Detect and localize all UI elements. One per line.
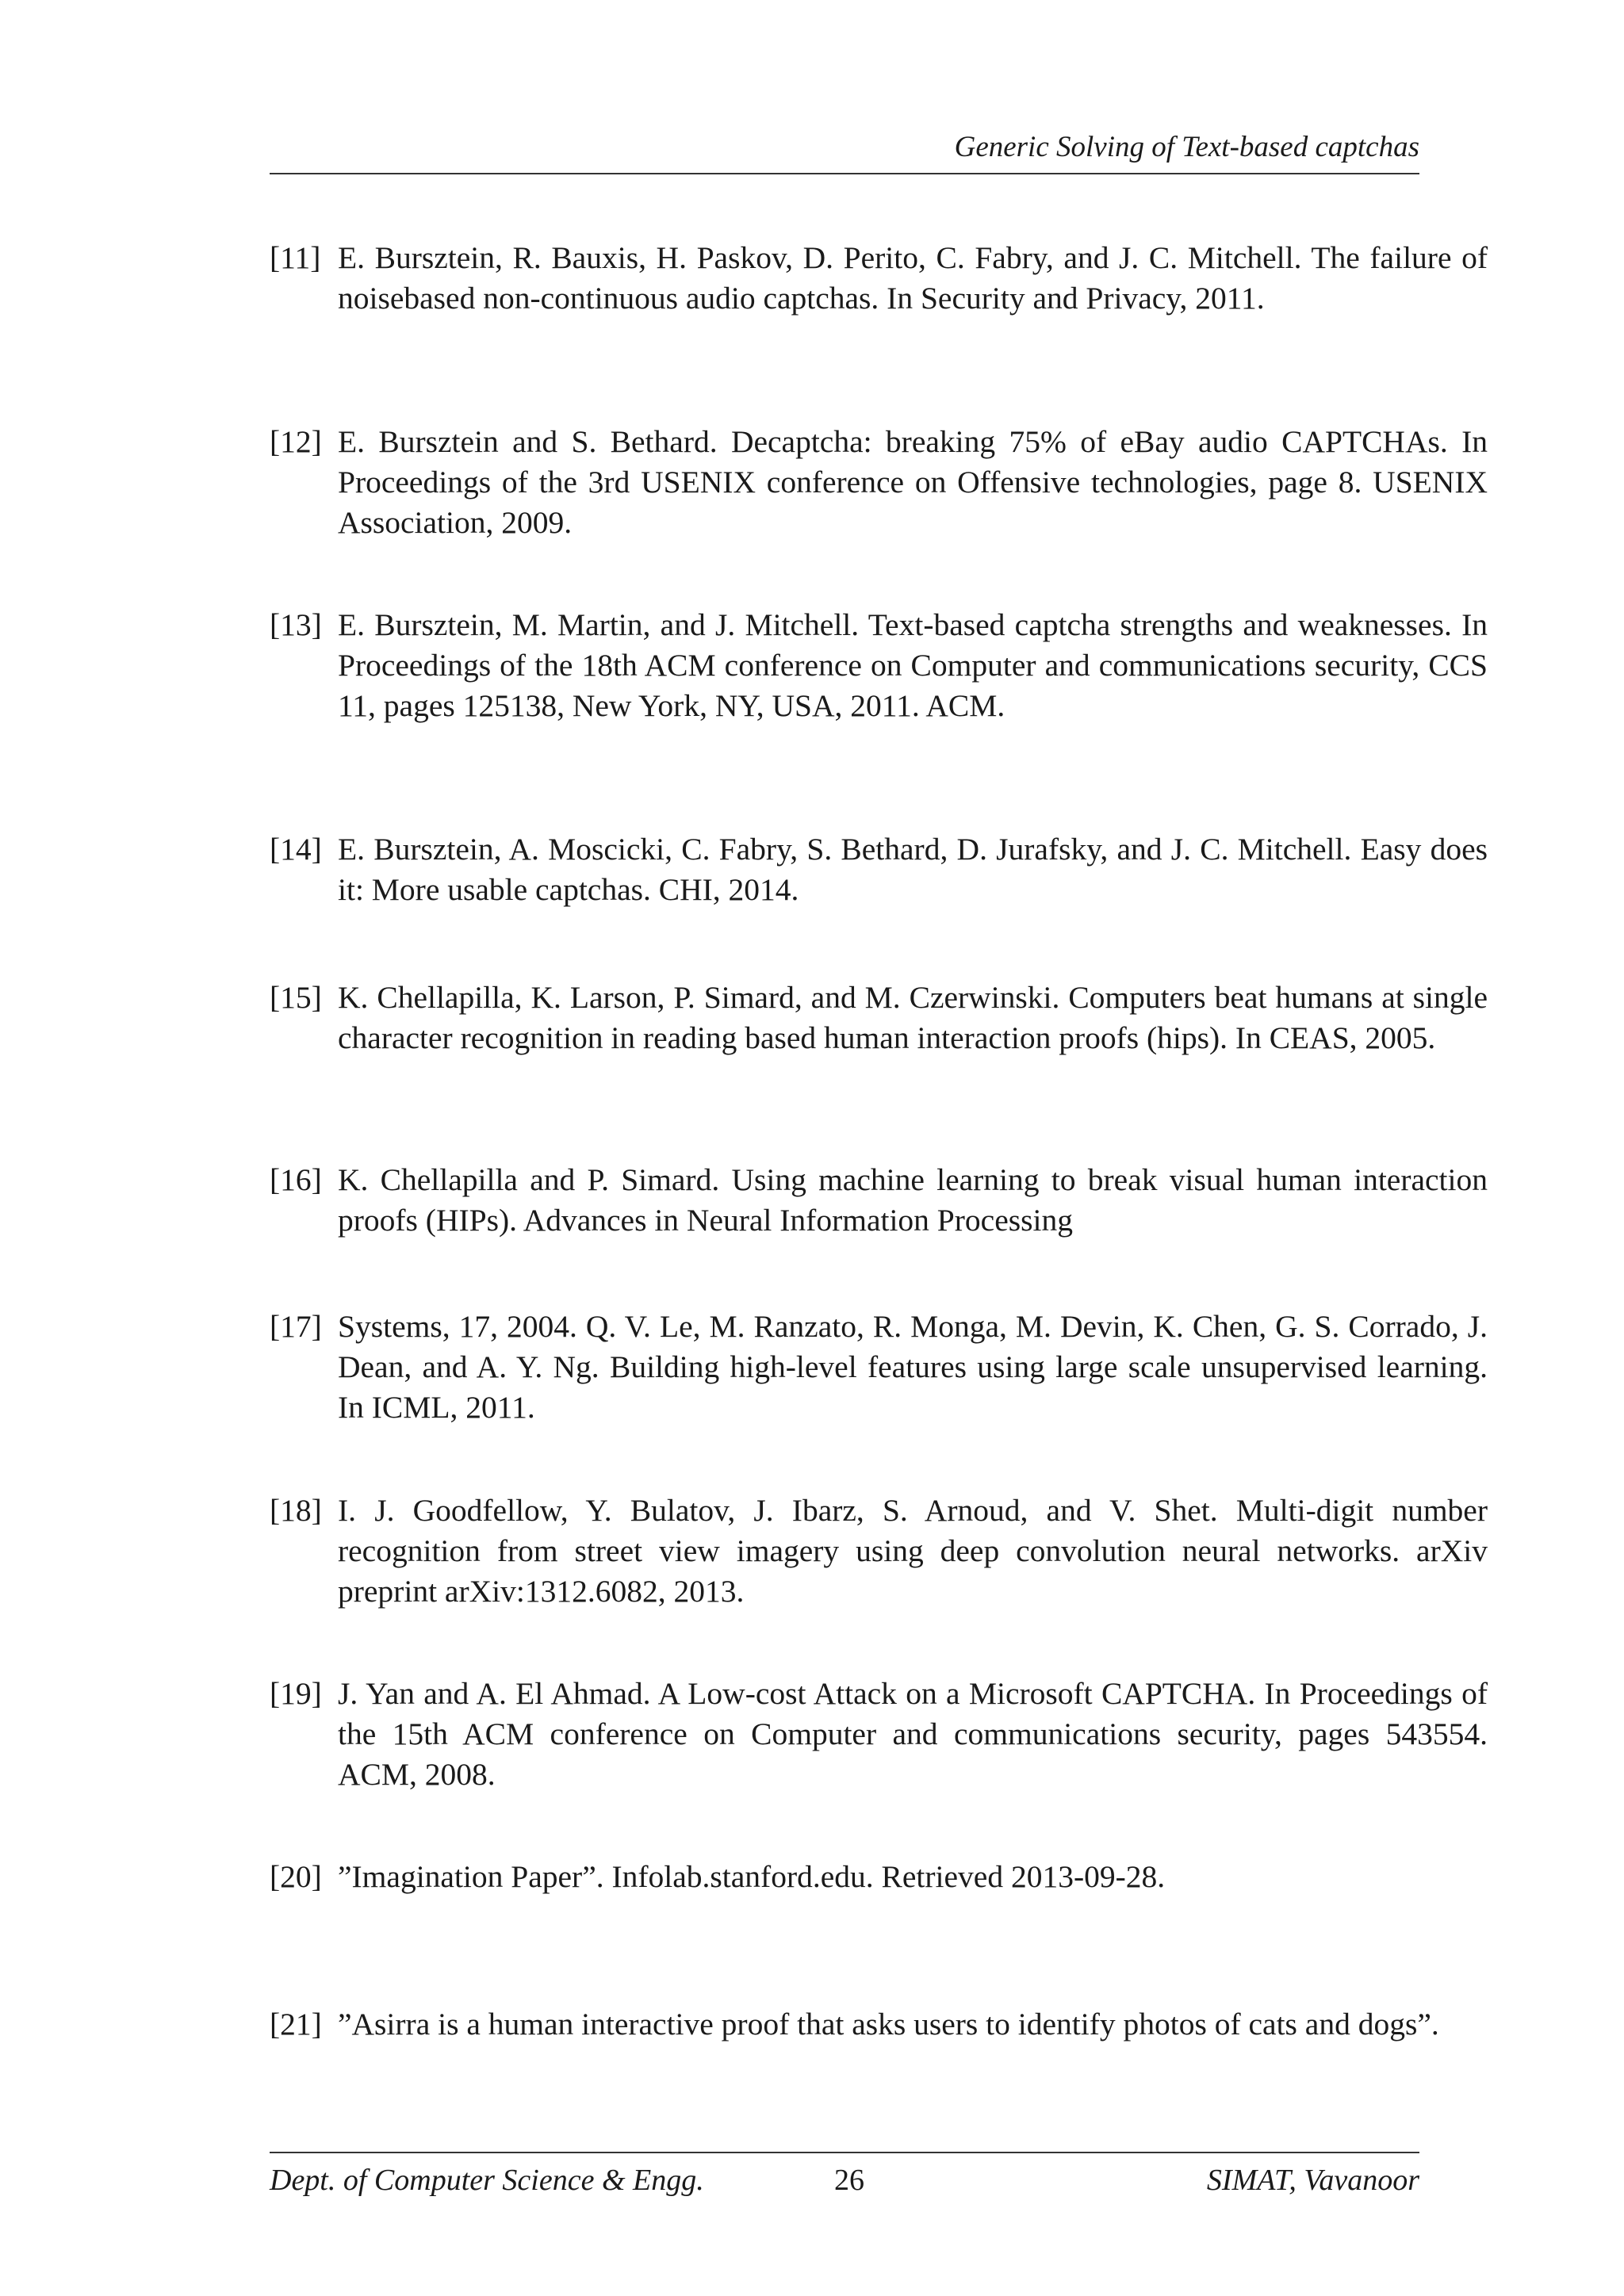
reference-text: ”Imagination Paper”. Infolab.stanford.edu. Retrieved 2013-09-28. <box>338 1859 1166 1894</box>
running-title: Generic Solving of Text-based captchas <box>954 131 1419 163</box>
reference-text: J. Yan and A. El Ahmad. A Low-cost Attack on a Microsoft CAPTCHA. In Proceedings of the 15th ACM conference on Computer and communications security, pages 543554. ACM, 2008. <box>338 1676 1488 1792</box>
reference-text: E. Bursztein, M. Martin, and J. Mitchell. Text-based captcha strengths and weaknesses. In Proceedings of the 18th ACM conference on Computer and communications security, CCS 11, pages 125138, New York, NY, USA, 2011. ACM. <box>338 607 1488 723</box>
reference-item <box>270 422 1488 543</box>
reference-number: [14] <box>270 832 322 867</box>
reference-text: E. Bursztein and S. Bethard. Decaptcha: breaking 75% of eBay audio CAPTCHAs. In Proceedings of the 3rd USENIX conference on Offensive technologies, page 8. USENIX Association, 2009. <box>338 424 1488 540</box>
reference-number: [18] <box>270 1493 322 1528</box>
page-header <box>270 127 1419 174</box>
reference-item <box>270 1674 1488 1795</box>
reference-item <box>270 238 1488 319</box>
reference-number: [17] <box>270 1309 322 1344</box>
reference-text: Systems, 17, 2004. Q. V. Le, M. Ranzato, R. Monga, M. Devin, K. Chen, G. S. Corrado, J. Dean, and A. Y. Ng. Building high-level features using large scale unsupervised learning. In ICML, 2011. <box>338 1309 1488 1425</box>
reference-item <box>270 605 1488 726</box>
reference-item <box>270 978 1488 1058</box>
reference-number: [15] <box>270 980 322 1015</box>
reference-text: K. Chellapilla, K. Larson, P. Simard, and M. Czerwinski. Computers beat humans at single character recognition in reading based human interaction proofs (hips). In CEAS, 2005. <box>338 980 1488 1055</box>
reference-text: K. Chellapilla and P. Simard. Using machine learning to break visual human interaction proofs (HIPs). Advances in Neural Information Processing <box>338 1162 1488 1238</box>
reference-number: [12] <box>270 424 322 459</box>
reference-item <box>270 1857 1488 1897</box>
reference-number: [11] <box>270 240 321 275</box>
footer-department: Dept. of Computer Science & Engg. <box>270 2164 704 2197</box>
page-number: 26 <box>834 2164 864 2197</box>
reference-item <box>270 1490 1488 1612</box>
reference-item <box>270 829 1488 910</box>
reference-number: [19] <box>270 1676 322 1711</box>
reference-number: [16] <box>270 1162 322 1197</box>
reference-text: I. J. Goodfellow, Y. Bulatov, J. Ibarz, S. Arnoud, and V. Shet. Multi-digit number recognition from street view imagery using deep convolution neural networks. arXiv preprint arXiv:1312.6082, 2013. <box>338 1493 1488 1609</box>
reference-text: ”Asirra is a human interactive proof that asks users to identify photos of cats and dogs”. <box>338 2007 1439 2042</box>
reference-number: [13] <box>270 607 322 642</box>
reference-item <box>270 2004 1488 2045</box>
reference-text: E. Bursztein, A. Moscicki, C. Fabry, S. Bethard, D. Jurafsky, and J. C. Mitchell. Easy does it: More usable captchas. CHI, 2014. <box>338 832 1488 907</box>
reference-number: [21] <box>270 2007 322 2042</box>
reference-number: [20] <box>270 1859 322 1894</box>
reference-item <box>270 1307 1488 1428</box>
reference-text: E. Bursztein, R. Bauxis, H. Paskov, D. Perito, C. Fabry, and J. C. Mitchell. The failure of noisebased non-continuous audio captchas. In Security and Privacy, 2011. <box>338 240 1488 316</box>
page-footer <box>270 2152 1419 2197</box>
footer-institution: SIMAT, Vavanoor <box>1206 2164 1419 2197</box>
reference-item <box>270 1160 1488 1241</box>
